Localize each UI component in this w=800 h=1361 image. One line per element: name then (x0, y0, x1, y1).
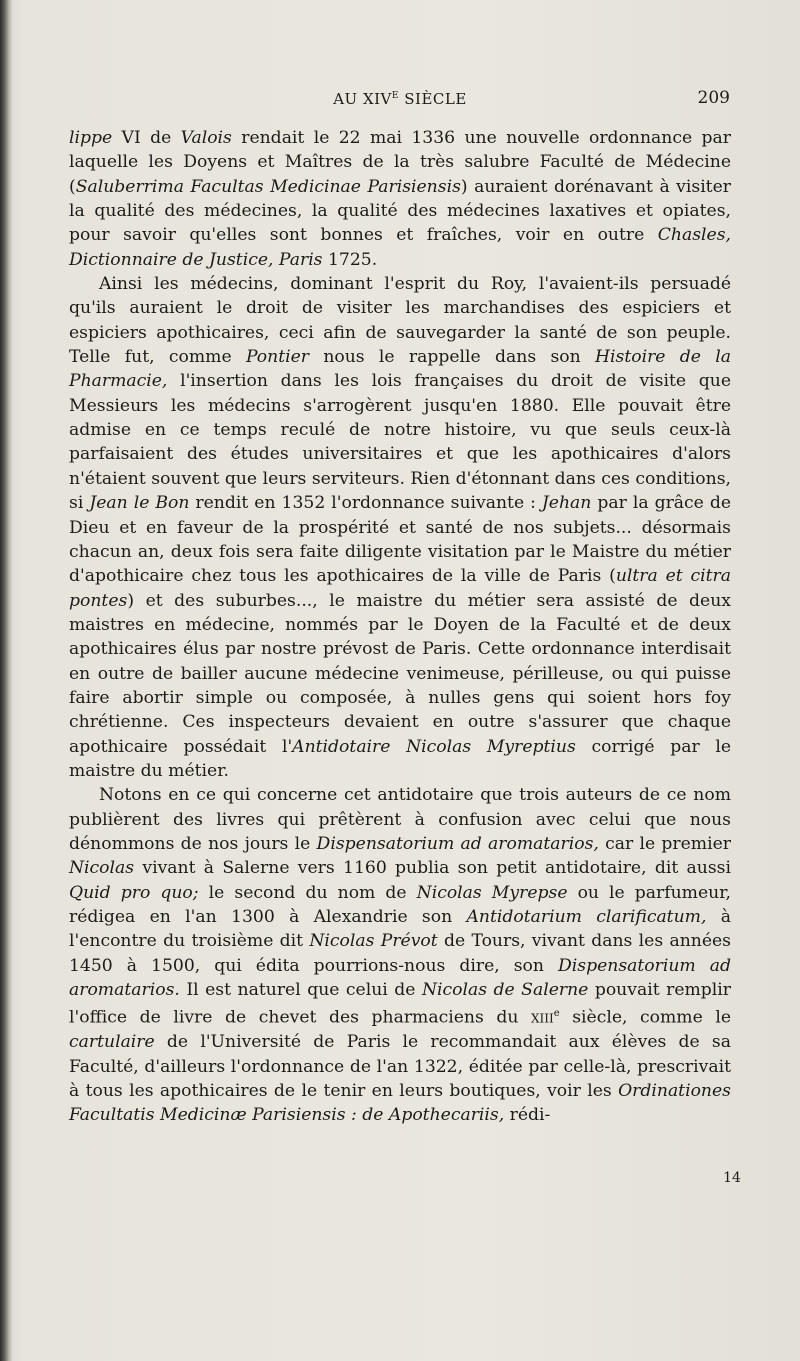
text-span: lippe (69, 128, 113, 148)
text-span: Il est naturel que celui de (179, 980, 422, 1001)
running-head-prefix: AU XIV (333, 90, 392, 108)
text-span: Valois (180, 128, 232, 148)
text-span: Jean le Bon (89, 493, 190, 514)
text-span: Quid pro quo; (69, 882, 199, 903)
text-span: Chasles, Dictionnaire de Justice, Paris (69, 225, 731, 270)
text-span: ou le parfumeur, rédigea en l'an 1300 à Alexandrie son (69, 882, 732, 927)
text-span: de Tours, vivant dans les années 1450 à 1500, qui édita pourrions-nous dire, son (69, 931, 731, 976)
text-span: Nicolas Prévot (309, 931, 438, 952)
text-span: cartulaire (69, 1032, 155, 1053)
text-span: ) auraient dorénavant à visiter la qualité des médecines, la qualité des médecines laxatives et opiates, pour savoir qu'elles sont bonnes et fraîches, voir en outre (69, 176, 731, 246)
signature-number: 14 (723, 1170, 741, 1186)
text-span: rendit en 1352 l'ordonnance suivante : (189, 493, 542, 514)
body-text (69, 126, 731, 1128)
text-span: Saluberrima Facultas Medicinae Parisiensis (75, 176, 461, 197)
text-span: Jehan (541, 493, 592, 514)
text-span: corrigé par le maistre du métier. (69, 736, 731, 781)
running-head-suffix: SIÈCLE (404, 90, 467, 108)
text-span: car le premier (598, 833, 731, 854)
paragraph-1 (69, 126, 731, 272)
text-span: e (553, 1008, 560, 1020)
text-span: Dispensatorium ad aromatarios, (316, 833, 599, 854)
running-head (0, 90, 800, 108)
signature-mark (0, 1170, 800, 1186)
text-span: Ainsi les médecins, dominant l'esprit du Roy, l'avaient-ils persuadé qu'ils auraient le droit de visiter les marchandises des espiciers et espiciers apothicaires, ceci afin de sauvegarder la santé de son peuple. Telle fut, comme (69, 274, 731, 368)
text-span: 1725. (322, 249, 378, 270)
text-span: rendait le 22 mai 1336 une nouvelle ordonnance par laquelle les Doyens et Maîtres de la très salubre Faculté de Médecine ( (69, 128, 731, 197)
paragraph-2 (69, 272, 731, 783)
text-span: siècle, comme le (559, 1008, 731, 1029)
text-span: par la grâce de Dieu et en faveur de la prospérité et santé de nos subjets... désormais chacun an, deux fois sera faite diligente visitation par le Maistre du métier d'apothicaire chez tous les apothicaires de la ville de Paris ( (69, 493, 732, 587)
text-span: xiii (530, 1008, 554, 1029)
page-number: 209 (697, 88, 730, 108)
text-span: de l'Université de Paris le recommandait aux élèves de sa Faculté, d'ailleurs l'ordonnance de l'an 1322, éditée par celle-là, prescrivait à tous les apothicaires de le tenir en leurs boutiques, voir les (69, 1032, 731, 1102)
text-span: Antidotaire Nicolas Myreptius (292, 736, 576, 757)
text-span: à l'encontre du troisième dit (69, 907, 731, 952)
text-span: vivant à Salerne vers 1160 publia son petit antidotaire, dit aussi (134, 858, 731, 879)
running-head-superscript: E (391, 91, 399, 101)
text-span: Pontier (245, 347, 310, 368)
text-span: ultra et citra pontes (69, 566, 731, 611)
paragraph-3 (69, 783, 731, 1128)
page-binding-edge (0, 0, 12, 1361)
text-span: Nicolas de Salerne (421, 980, 589, 1001)
text-span: Ordinationes Facultatis Medicinæ Parisiensis : de Apothecariis, (69, 1081, 731, 1126)
text-span: Antidotarium clarificatum, (466, 907, 707, 927)
text-span: Histoire de la Pharmacie, (69, 347, 731, 392)
text-span: Notons en ce qui concerne cet antidotaire que trois auteurs de ce nom publièrent des livres qui prêtèrent à confusion avec celui que nous dénommons de nos jours le (69, 785, 731, 854)
text-span: rédi- (504, 1105, 551, 1126)
page-header (0, 86, 800, 110)
text-span: Nicolas Myrepse (416, 882, 568, 903)
text-span: nous le rappelle dans son (309, 347, 596, 368)
text-span: pouvait remplir l'office de livre de chevet des pharmaciens du (69, 980, 732, 1029)
text-span: le second du nom de (198, 882, 417, 903)
text-span: Nicolas (69, 858, 135, 879)
text-span: Dispensatorium ad aromatarios. (69, 955, 731, 1001)
text-span: ) et des suburbes..., le maistre du métier sera assisté de deux maistres en médecine, nommés par le Doyen de la Faculté et de deux apothicaires élus par nostre prévost de Paris. Cette ordonnance interdisait en outre de bailler aucune médecine venimeuse, périlleuse, ou qui puisse faire abortir simple ou composée, à nulles gens qui soient hors foy chrétienne. Ces inspecteurs devaient en outre s'assurer que chaque apothicaire possédait l' (69, 590, 731, 757)
text-span: VI de (112, 128, 181, 148)
text-span: l'insertion dans les lois françaises du droit de visite que Messieurs les médecins s'arrogèrent jusqu'en 1880. Elle pouvait être admise en ce temps reculé de notre histoire, vu que seuls ceux-là parfaisaient des études universitaires et que les apothicaires d'alors n'étaient souvent que leurs serviteurs. Rien d'étonnant dans ces conditions, si (69, 371, 731, 514)
